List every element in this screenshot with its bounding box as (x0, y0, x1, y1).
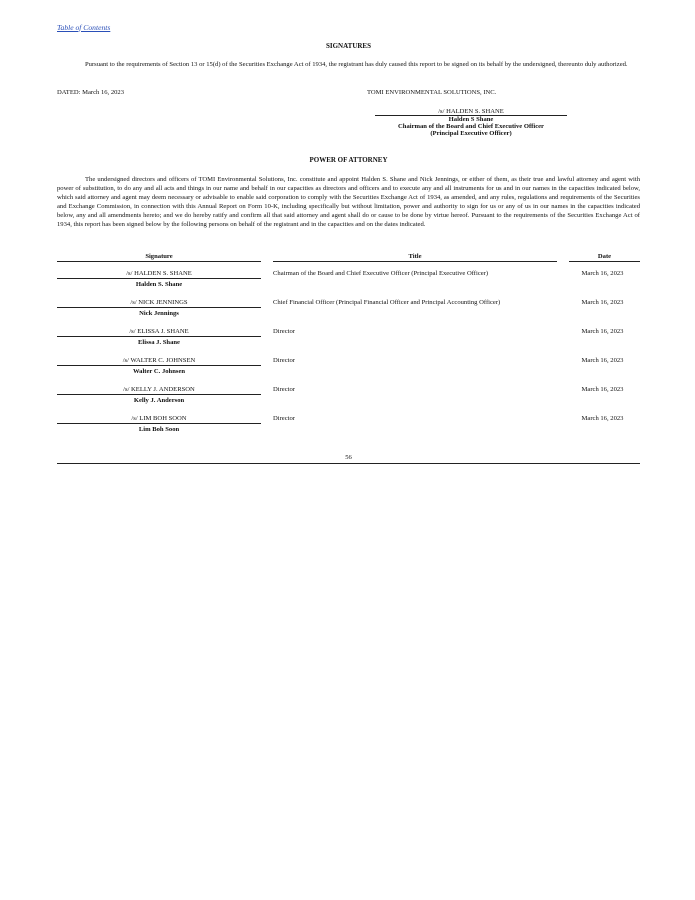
signature-line: /s/ ELISSA J. SHANE (57, 328, 261, 337)
signing-date: March 16, 2023 (581, 357, 624, 364)
table-row (57, 386, 640, 412)
signature-cell (57, 328, 261, 346)
signing-date: March 16, 2023 (581, 415, 624, 422)
signature-cell (57, 299, 261, 317)
table-row (57, 299, 640, 325)
signing-date: March 16, 2023 (581, 299, 624, 306)
signature-line: /s/ WALTER C. JOHNSEN (57, 357, 261, 366)
signer-title: Chief Financial Officer (Principal Financial Officer and Principal Accounting Officer) (273, 299, 501, 306)
dated-line: DATED: March 16, 2023 (57, 89, 125, 96)
signer-title: Director (273, 386, 295, 393)
company-signer-name: Halden S Shane (448, 116, 494, 123)
signer-title: Director (273, 357, 295, 364)
signature-line: /s/ NICK JENNINGS (57, 299, 261, 308)
signature-line: /s/ KELLY J. ANDERSON (57, 386, 261, 395)
signatures-paragraph: Pursuant to the requirements of Section 13 or 15(d) of the Securities Exchange Act of 1934, the registrant has duly caused this report to be signed on its behalf by the undersigned, thereunto duly authorized. (85, 61, 628, 68)
signer-name: Walter C. Johnsen (132, 368, 186, 375)
signing-date: March 16, 2023 (581, 328, 624, 335)
signer-name: Elissa J. Shane (138, 339, 180, 346)
table-row (57, 270, 640, 296)
signer-name: Nick Jennings (139, 310, 179, 317)
signing-date: March 16, 2023 (581, 386, 624, 393)
signer-name: Kelly J. Anderson (133, 397, 185, 404)
page-number: 56 (345, 454, 352, 461)
company-signature-block (375, 108, 567, 137)
signer-title: Chairman of the Board and Chief Executive Officer (Principal Executive Officer) (273, 270, 489, 277)
poa-paragraph: The undersigned directors and officers of TOMI Environmental Solutions, Inc. constitute and appoint Halden S. Shane and Nick Jennings, or either of them, as their true and lawful attorney and agent with power of substitution, to do any and all acts and things in our name and behalf in our capacities as directors and officers and to execute any and all instruments for us and in our names in the capacities indicated below, which said attorney and agent may deem necessary or advisable to enable said corporation to comply with the Securities Exchange Act of 1934, as amended, and any rules, regulations and requirements of the Securities and Exchange Commission, in connection with this Annual Report on Form 10-K, including specifically but without limitation, power and authority to sign for us or any of us in our names in the capacities indicated below, any and all amendments hereto; and we do hereby ratify and confirm all that said attorney and agent shall do or cause to be done by virtue hereof. Pursuant to the requirements of the Securities Exchange Act of 1934, this report has been signed below by the following persons on behalf of the registrant and in the capacities and on the dates indicated. (57, 176, 640, 229)
signature-cell (57, 357, 261, 375)
company-signer-capacity: (Principal Executive Officer) (430, 130, 512, 137)
signer-name: Halden S. Shane (135, 281, 183, 288)
signature-line: /s/ HALDEN S. SHANE (57, 270, 261, 279)
title-column-header: Title (273, 253, 557, 262)
company-name: TOMI ENVIRONMENTAL SOLUTIONS, INC. (367, 89, 497, 96)
footer-rule (57, 463, 640, 464)
signer-name: Lim Boh Soon (138, 426, 180, 433)
signature-cell (57, 270, 261, 288)
poa-heading: POWER OF ATTORNEY (309, 156, 388, 164)
company-signer-title: Chairman of the Board and Chief Executive Officer (398, 123, 544, 130)
signature-cell (57, 415, 261, 433)
table-of-contents-link[interactable]: Table of Contents (57, 23, 111, 32)
table-row (57, 415, 640, 441)
signatures-heading: SIGNATURES (326, 42, 371, 50)
table-row (57, 357, 640, 383)
table-row (57, 328, 640, 354)
date-column-header: Date (569, 253, 640, 262)
signature-cell (57, 386, 261, 404)
signer-title: Director (273, 328, 295, 335)
signature-line: /s/ LIM BOH SOON (57, 415, 261, 424)
document-page (57, 0, 640, 900)
signature-column-header: Signature (57, 253, 261, 262)
signer-title: Director (273, 415, 295, 422)
company-signature: /s/ HALDEN S. SHANE (375, 108, 567, 116)
signing-date: March 16, 2023 (581, 270, 624, 277)
